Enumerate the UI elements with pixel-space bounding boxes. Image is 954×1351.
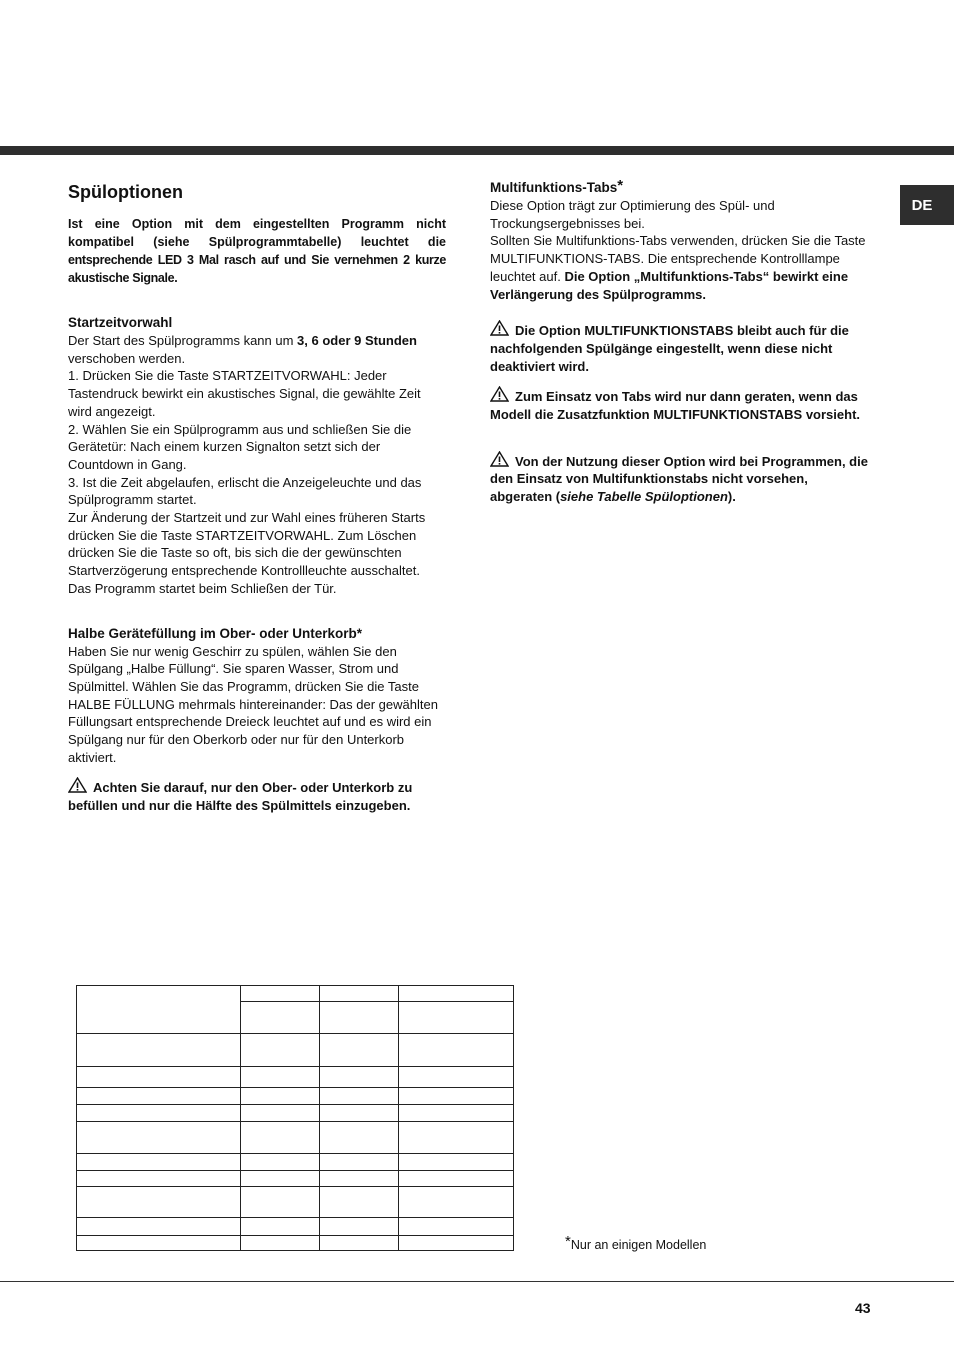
table-cell — [320, 1002, 399, 1034]
table-cell — [399, 1171, 514, 1187]
multi-heading-star: * — [617, 177, 624, 194]
footnote-text: Nur an einigen Modellen — [570, 1238, 707, 1252]
table-cell — [399, 1187, 514, 1218]
warning-triangle-icon — [490, 320, 509, 336]
intro-part-2: entsprechende LED 3 Mal rasch auf und Sie vernehmen 2 kurze akustische Signale. — [68, 253, 446, 285]
table-cell — [320, 1236, 399, 1251]
options-table — [76, 985, 514, 1251]
halbe-body: Haben Sie nur wenig Geschirr zu spülen, wählen Sie den Spülgang „Halbe Füllung“. Sie sparen Wasser, Strom und Spülmittel. Wählen Sie das Programm, drücken Sie die Taste HALBE FÜLLUNG mehrmals hintereinander: Das der gewählten Füllungsart entsprechende Dreieck leuchtet auf und es wird ein Spülgang nur für den Oberkorb oder nur für den Unterkorb aktiviert. — [68, 643, 438, 765]
multi-warning-3-text: Von der Nutzung dieser Option wird bei Programmen, die den Einsatz von Multifunktionstabs nicht vorsehen, abgeraten ( — [490, 453, 868, 505]
table-cell — [320, 1187, 399, 1218]
table-cell — [240, 1236, 320, 1251]
table-cell — [77, 1236, 241, 1251]
multi-body-b — [490, 232, 868, 303]
startzeit-heading: Startzeitvorwahl — [68, 315, 173, 330]
multi-warning-3-end: ). — [727, 489, 736, 505]
multi-body-a: Diese Option trägt zur Optimierung des Spül- und Trockungsergebnisses bei. — [490, 198, 775, 231]
warning-triangle-icon — [68, 777, 87, 793]
table-cell — [240, 1218, 320, 1236]
table-row — [77, 1187, 514, 1218]
multi-body-bold: Die Option „Multifunktions-Tabs“ bewirkt eine Verlängerung des Spülprogramms. — [490, 268, 849, 302]
footnote — [565, 1233, 706, 1252]
startzeit-line1 — [68, 332, 446, 367]
table-cell — [240, 1105, 320, 1122]
table-cell — [399, 1002, 514, 1034]
multi-warning-1-text: Die Option MULTIFUNKTIONSTABS bleibt auch für die nachfolgenden Spülgänge eingestellt, wenn diese nicht deaktiviert wird. — [490, 323, 849, 374]
table-cell — [320, 1218, 399, 1236]
table-row — [77, 1154, 514, 1171]
table-cell — [240, 1034, 320, 1067]
table-cell — [399, 1154, 514, 1171]
table-cell — [320, 1067, 399, 1088]
startzeit-section — [68, 314, 446, 598]
table-cell — [399, 1236, 514, 1251]
table-cell — [240, 1002, 320, 1034]
table-cell — [399, 1067, 514, 1088]
table-cell — [320, 1034, 399, 1067]
table-cell — [320, 1088, 399, 1105]
multi-warning-2 — [490, 386, 868, 423]
table-cell — [399, 1218, 514, 1236]
multi-warning-2-text: Zum Einsatz von Tabs wird nur dann geraten, wenn das Modell die Zusatzfunktion MULTIFUNKTIONSTABS vorsieht. — [490, 389, 861, 423]
table-cell — [240, 1171, 320, 1187]
table-cell — [77, 1171, 241, 1187]
table-cell — [240, 1122, 320, 1154]
startzeit-change: Zur Änderung der Startzeit und zur Wahl eines früheren Starts drücken Sie die Taste STARTZEITVORWAHL. Zum Löschen drücken Sie die Taste so oft, bis sich die der gewünschten Startverzögerung entsprechende Kontrollleuchte ausschaltet. Das Programm startet beim Schließen der Tür. — [68, 510, 426, 596]
startzeit-hours: 3, 6 oder 9 Stunden — [297, 333, 417, 348]
table-cell — [240, 1088, 320, 1105]
table-row — [77, 1067, 514, 1088]
left-column — [68, 180, 446, 815]
table-cell — [77, 1105, 241, 1122]
language-tab — [900, 185, 954, 225]
table-cell — [240, 1067, 320, 1088]
table-cell — [77, 1067, 241, 1088]
multi-heading — [490, 177, 868, 197]
halbe-warning-text: Achten Sie darauf, nur den Ober- oder Unterkorb zu befüllen und nur die Hälfte des Spülmittels einzugeben. — [68, 780, 413, 814]
table-row — [77, 1105, 514, 1122]
table-cell — [77, 1034, 241, 1067]
table-cell — [320, 1171, 399, 1187]
table-cell — [77, 1122, 241, 1154]
table-cell — [320, 1105, 399, 1122]
page-number: 43 — [855, 1300, 871, 1316]
table-row — [77, 986, 514, 1002]
table-row — [77, 1236, 514, 1251]
intro-part-1: Ist eine Option mit dem eingestellten Programm nicht kompatibel (siehe Spülprogrammtabelle) leuchtet die — [68, 217, 446, 249]
table-cell — [320, 1122, 399, 1154]
table-cell — [240, 1154, 320, 1171]
table-cell — [320, 1154, 399, 1171]
table-cell — [77, 1187, 241, 1218]
footnote-star: * — [565, 1233, 571, 1250]
table-cell — [399, 1034, 514, 1067]
table-cell — [77, 1218, 241, 1236]
page-title: Spüloptionen — [68, 182, 183, 202]
intro-text — [68, 215, 446, 287]
top-bar — [0, 146, 954, 155]
table-cell — [399, 1122, 514, 1154]
warning-triangle-icon — [490, 451, 509, 467]
table-row — [77, 1122, 514, 1154]
table-cell — [77, 1154, 241, 1171]
table-row — [77, 1034, 514, 1067]
multi-heading-text: Multifunktions-Tabs — [490, 180, 618, 195]
table-cell — [399, 1088, 514, 1105]
table-cell — [399, 986, 514, 1002]
halbe-warning — [68, 777, 446, 814]
table-row — [77, 1218, 514, 1236]
language-label: DE — [911, 196, 933, 214]
table-cell — [77, 986, 241, 1034]
multi-body-b-text: Sollten Sie Multifunktions-Tabs verwenden, drücken Sie die Taste MULTIFUNKTIONS-TABS. Die entsprechende Kontrolllampe leuchtet auf. — [490, 233, 866, 284]
halbe-heading: Halbe Gerätefüllung im Ober- oder Unterkorb* — [68, 625, 363, 641]
table-cell — [77, 1088, 241, 1105]
right-column — [490, 177, 868, 506]
halbe-section — [68, 625, 446, 815]
startzeit-line1-a: Der Start des Spülprogramms kann um — [68, 333, 298, 348]
warning-triangle-icon — [490, 386, 509, 402]
multi-warning-3-reference: siehe Tabelle Spüloptionen — [560, 489, 728, 505]
startzeit-step-1: 1. Drücken Sie die Taste STARTZEITVORWAHL: Jeder Tastendruck bewirkt ein akustisches Signal, die gewählte Zeit wird angezeigt. — [68, 368, 421, 419]
startzeit-step-3: 3. Ist die Zeit abgelaufen, erlischt die Anzeigeleuchte und das Spülprogramm startet. — [68, 474, 422, 508]
table-cell — [399, 1105, 514, 1122]
table-cell — [240, 1187, 320, 1218]
table-row — [77, 1171, 514, 1187]
multi-warning-3 — [490, 451, 868, 506]
startzeit-step-2: 2. Wählen Sie ein Spülprogramm aus und schließen Sie die Gerätetür: Nach einem kurzen Signalton setzt sich der Countdown in Gang. — [68, 421, 412, 472]
bottom-rule — [0, 1281, 954, 1282]
startzeit-line1-c: verschoben werden. — [68, 350, 186, 366]
multi-warning-1 — [490, 320, 868, 375]
table-cell — [320, 986, 399, 1002]
table-row — [77, 1088, 514, 1105]
table-cell — [240, 986, 320, 1002]
